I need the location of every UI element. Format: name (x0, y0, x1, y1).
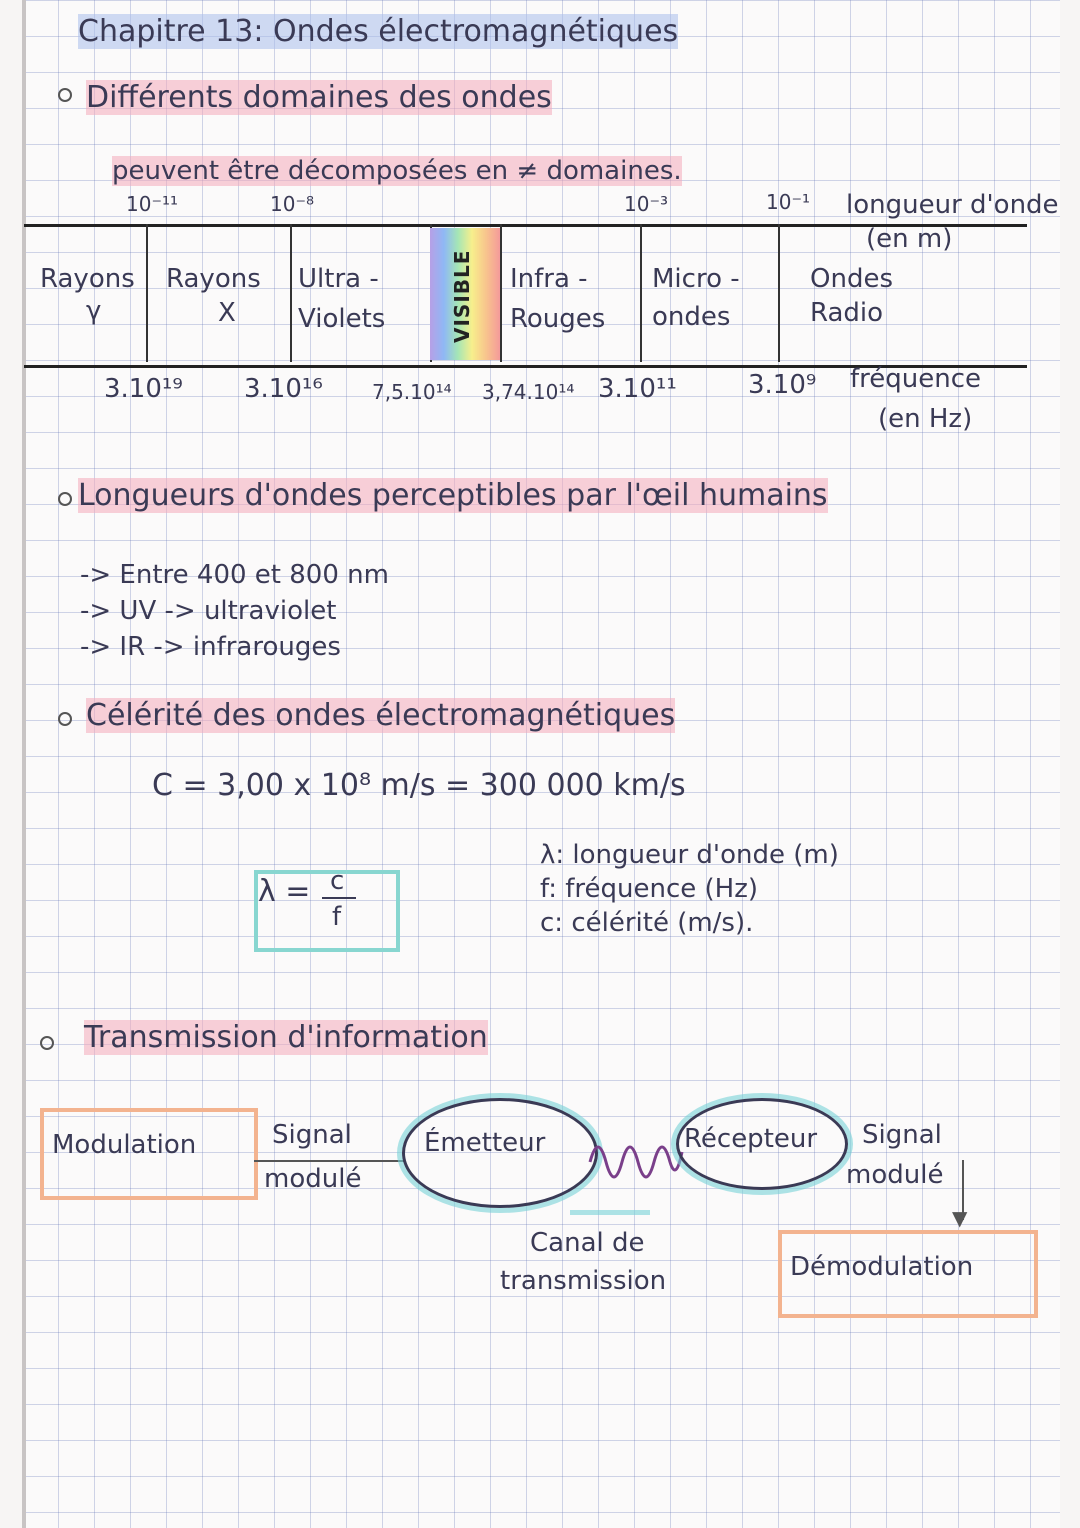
frequency-tick: 3,74.10¹⁴ (482, 380, 575, 404)
domain-radio-2: Radio (810, 298, 884, 328)
signal-module-label-out-2: modulé (846, 1160, 944, 1190)
celerity-equation: C = 3,00 x 10⁸ m/s = 300 000 km/s (152, 768, 686, 803)
spectrum-divider (146, 224, 148, 362)
frequency-unit: (en Hz) (878, 404, 973, 434)
down-arrow-icon: ▼ (952, 1206, 968, 1230)
perceptible-line: -> IR -> infrarouges (80, 632, 341, 662)
formula-numerator: c (330, 866, 345, 896)
bullet-icon (58, 492, 72, 506)
demodulation-label: Démodulation (790, 1252, 974, 1282)
frequency-tick: 3.10⁹ (748, 370, 817, 400)
wavelength-tick: 10⁻³ (624, 192, 669, 216)
formula-denominator: f (332, 902, 342, 932)
section-heading-transmission: Transmission d'information (84, 1020, 488, 1055)
domain-gamma-symbol: γ (86, 296, 102, 326)
domain-micro: Micro - (652, 264, 740, 294)
fraction-bar (322, 897, 356, 899)
domain-ir-2: Rouges (510, 304, 606, 334)
modulation-label: Modulation (52, 1130, 197, 1160)
receiver-label: Récepteur (684, 1124, 818, 1154)
domain-uv-2: Violets (298, 304, 386, 334)
wave-icon (588, 1122, 684, 1182)
section-heading-perceptible: Longueurs d'ondes perceptibles par l'œil humains (78, 478, 828, 513)
wavelength-unit: (en m) (866, 224, 953, 254)
arrow-line (254, 1160, 404, 1162)
wavelength-label: longueur d'onde (846, 190, 1059, 220)
spectrum-divider (290, 224, 292, 362)
bullet-icon (40, 1036, 54, 1050)
section-heading-celerity: Célérité des ondes électromagnétiques (86, 698, 676, 733)
frequency-tick: 7,5.10¹⁴ (372, 380, 452, 404)
bullet-icon (58, 712, 72, 726)
frequency-tick: 3.10¹⁹ (104, 374, 183, 404)
page-title: Chapitre 13: Ondes électromagnétiques (78, 14, 679, 49)
legend-line: c: célérité (m/s). (540, 908, 754, 938)
channel-brace (570, 1200, 650, 1215)
signal-module-label: Signal (272, 1120, 352, 1150)
legend-line: f: fréquence (Hz) (540, 874, 759, 904)
perceptible-line: -> Entre 400 et 800 nm (80, 560, 389, 590)
wavelength-tick: 10⁻¹¹ (126, 192, 179, 216)
domain-uv: Ultra - (298, 264, 379, 294)
wavelength-tick: 10⁻⁸ (270, 192, 315, 216)
spectrum-divider (500, 224, 502, 362)
signal-module-label-2: modulé (264, 1164, 362, 1194)
visible-spectrum-band: VISIBLE (430, 228, 500, 360)
domain-ir: Infra - (510, 264, 588, 294)
spectrum-table (24, 224, 1027, 368)
channel-label: Canal de (530, 1228, 645, 1258)
domains-subtitle: peuvent être décomposées en ≠ domaines. (112, 156, 682, 186)
formula-lhs: λ = (258, 874, 311, 909)
frequency-tick: 3.10¹⁶ (244, 374, 323, 404)
legend-line: λ: longueur d'onde (m) (540, 840, 839, 870)
section-heading-domains: Différents domaines des ondes (86, 80, 552, 115)
emitter-label: Émetteur (424, 1128, 546, 1158)
spectrum-divider (640, 224, 642, 362)
bullet-icon (58, 88, 72, 102)
spectrum-divider (778, 224, 780, 362)
perceptible-line: -> UV -> ultraviolet (80, 596, 337, 626)
signal-module-label-out: Signal (862, 1120, 942, 1150)
wavelength-tick: 10⁻¹ (766, 190, 811, 214)
channel-label-2: transmission (500, 1266, 667, 1296)
domain-x-rays: Rayons (166, 264, 261, 294)
domain-x-symbol: X (218, 298, 236, 328)
frequency-label: fréquence (850, 364, 982, 394)
domain-radio: Ondes (810, 264, 893, 294)
domain-gamma: Rayons (40, 264, 135, 294)
domain-micro-2: ondes (652, 302, 731, 332)
frequency-tick: 3.10¹¹ (598, 374, 677, 404)
